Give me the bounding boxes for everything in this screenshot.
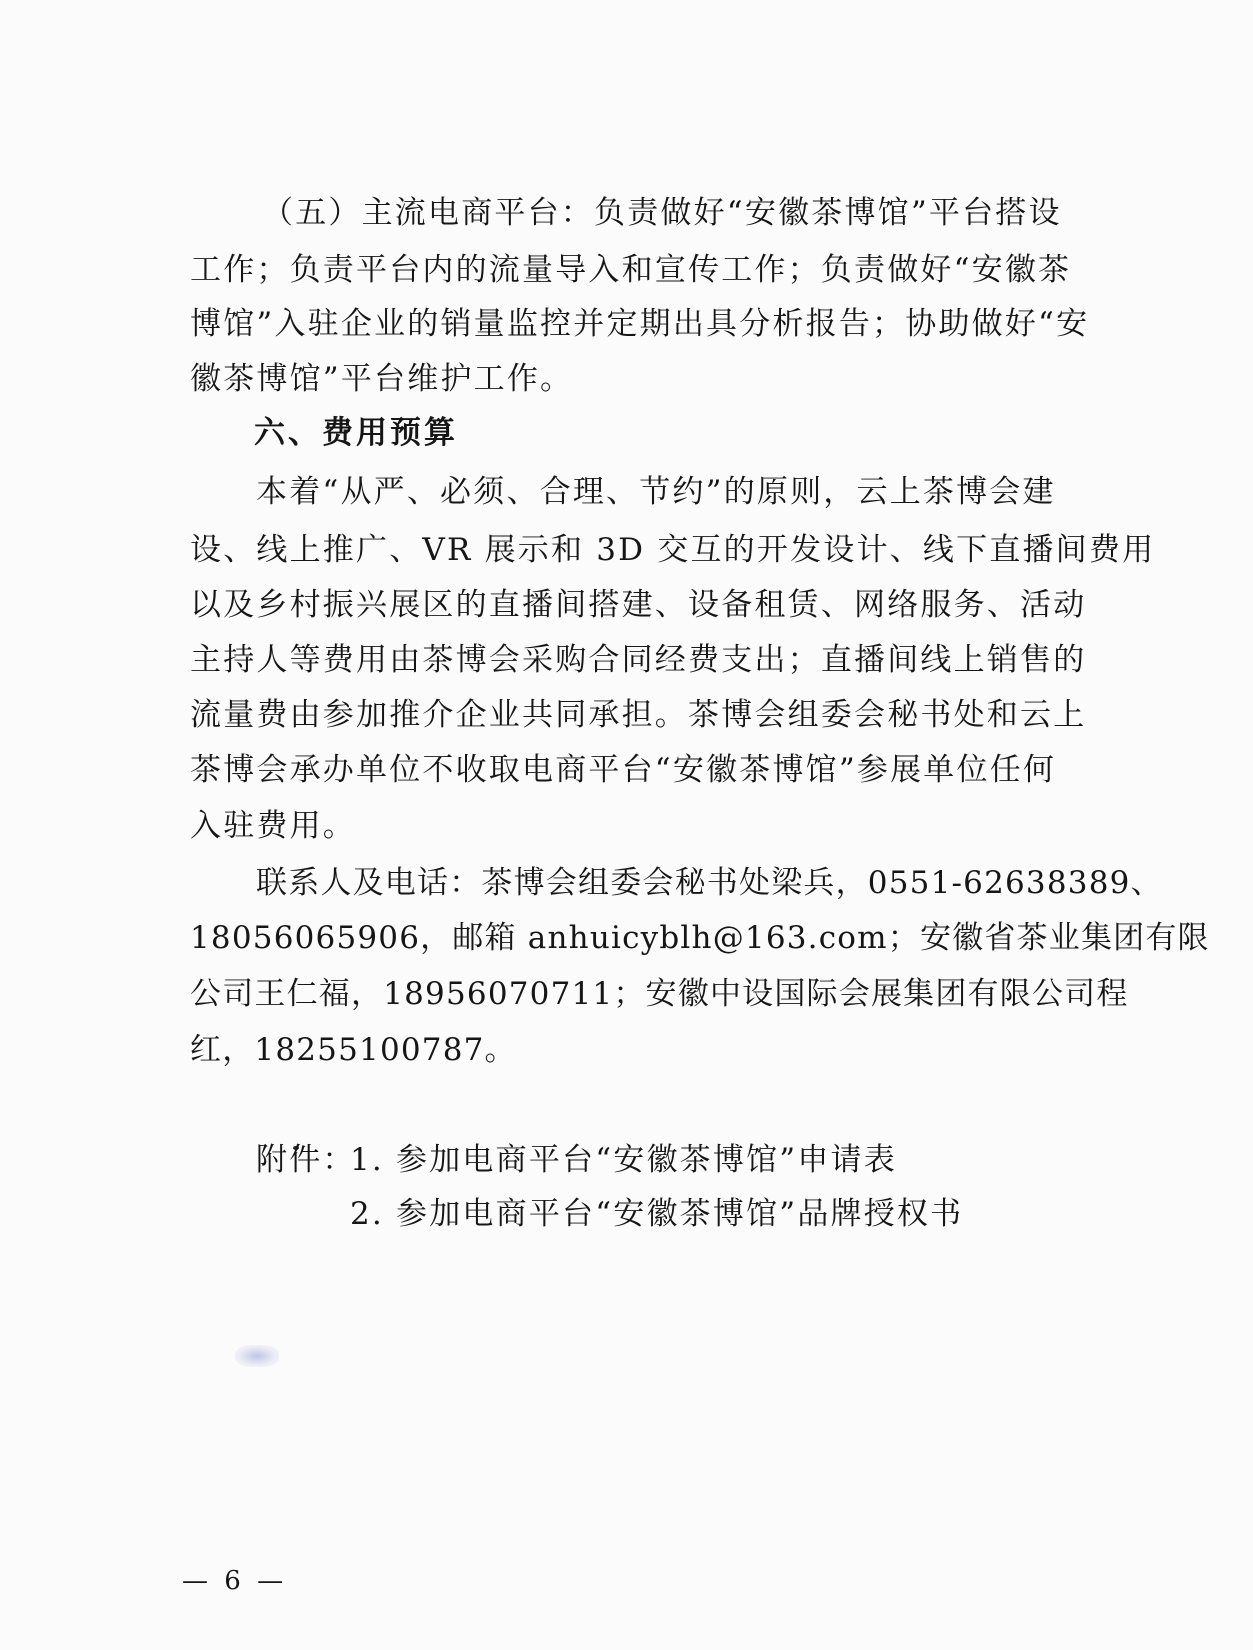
attachment-item-1: 1. 参加电商平台“安徽茶博馆”申请表 bbox=[350, 1142, 897, 1178]
section-6-line-1: 本着“从严、必须、合理、节约”的原则，云上茶博会建 bbox=[256, 474, 1056, 510]
section-6-line-7: 入驻费用。 bbox=[190, 808, 356, 844]
faint-stamp-mark bbox=[235, 1345, 279, 1367]
attachments-label: 附件： bbox=[256, 1142, 356, 1178]
section-6-line-3: 以及乡村振兴展区的直播间搭建、设备租赁、网络服务、活动 bbox=[190, 587, 1087, 623]
section-6-line-5: 流量费由参加推介企业共同承担。茶博会组委会秘书处和云上 bbox=[190, 697, 1087, 733]
section-6-heading: 六、费用预算 bbox=[254, 415, 458, 451]
contact-line-4: 红，18255100787。 bbox=[190, 1032, 517, 1068]
contact-line-2: 18056065906，邮箱 anhuicyblh@163.com；安徽省茶业集团有限 bbox=[190, 920, 1210, 956]
page-number: — 6 — bbox=[182, 1566, 288, 1596]
paragraph-5-line-2: 工作；负责平台内的流量导入和宣传工作；负责做好“安徽茶 bbox=[190, 252, 1072, 288]
section-6-line-2: 设、线上推广、VR 展示和 3D 交互的开发设计、线下直播间费用 bbox=[190, 532, 1156, 568]
section-6-line-4: 主持人等费用由茶博会采购合同经费支出；直播间线上销售的 bbox=[190, 642, 1087, 678]
paragraph-5-line-4: 徽茶博馆”平台维护工作。 bbox=[190, 361, 574, 397]
paragraph-5-line-3: 博馆”入驻企业的销量监控并定期出具分析报告；协助做好“安 bbox=[190, 306, 1090, 342]
paragraph-5-line-1: （五）主流电商平台：负责做好“安徽茶博馆”平台搭设 bbox=[262, 195, 1062, 231]
contact-line-3: 公司王仁福，18956070711；安徽中设国际会展集团有限公司程 bbox=[190, 976, 1129, 1012]
section-6-line-6: 茶博会承办单位不收取电商平台“安徽茶博馆”参展单位任何 bbox=[190, 752, 1057, 788]
attachment-item-2: 2. 参加电商平台“安徽茶博馆”品牌授权书 bbox=[350, 1196, 964, 1232]
contact-line-1: 联系人及电话：茶博会组委会秘书处梁兵，0551-62638389、 bbox=[256, 865, 1163, 901]
